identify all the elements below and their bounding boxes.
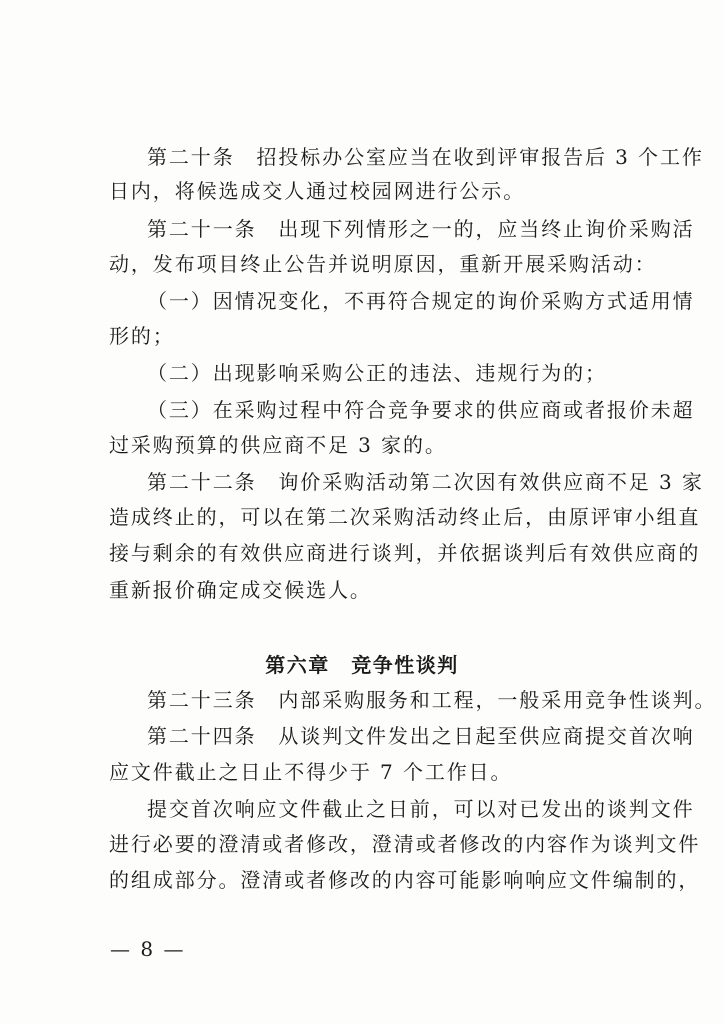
text-line: （二）出现影响采购公正的违法、违规行为的； [147, 361, 607, 385]
text-line: 第二十一条 出现下列情形之一的，应当终止询价采购活 [147, 217, 695, 241]
text-line: 造成终止的，可以在第二次采购活动终止后，由原评审小组直 [109, 505, 701, 529]
chapter-heading: 第六章 竞争性谈判 [265, 653, 459, 677]
text-line: 动，发布项目终止公告并说明原因，重新开展采购活动： [109, 252, 657, 276]
text-line: 第二十四条 从谈判文件发出之日起至供应商提交首次响 [147, 724, 695, 748]
text-line: 第二十二条 询价采购活动第二次因有效供应商不足 3 家 [147, 470, 704, 494]
text-line: 第二十三条 内部采购服务和工程，一般采用竞争性谈判。 [147, 688, 717, 712]
text-line: 的组成部分。澄清或者修改的内容可能影响响应文件编制的， [109, 868, 701, 892]
text-line: 重新报价确定成交候选人。 [109, 578, 372, 602]
text-line: 接与剩余的有效供应商进行谈判，并依据谈判后有效供应商的 [109, 541, 701, 565]
text-line: 提交首次响应文件截止之日前，可以对已发出的谈判文件 [147, 797, 695, 821]
page-number: — 8 — [110, 937, 186, 961]
text-line: 形的； [109, 324, 175, 348]
text-line: 第二十条 招投标办公室应当在收到评审报告后 3 个工作 [147, 145, 704, 169]
text-line: 进行必要的澄清或者修改，澄清或者修改的内容作为谈判文件 [109, 832, 701, 856]
text-line: 日内，将候选成交人通过校园网进行公示。 [109, 179, 526, 203]
text-line: （一）因情况变化，不再符合规定的询价采购方式适用情 [147, 289, 695, 313]
text-line: 过采购预算的供应商不足 3 家的。 [109, 433, 447, 457]
text-line: 应文件截止之日止不得少于 7 个工作日。 [109, 760, 513, 784]
text-line: （三）在采购过程中符合竞争要求的供应商或者报价未超 [147, 398, 695, 422]
